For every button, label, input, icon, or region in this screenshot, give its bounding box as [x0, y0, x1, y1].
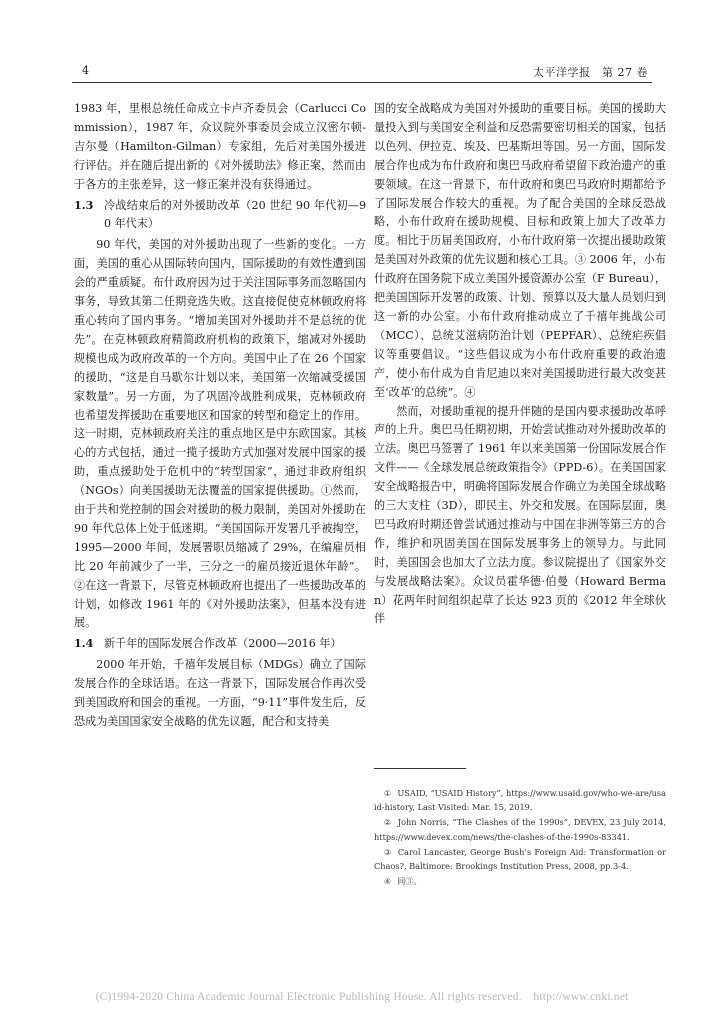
paragraph-intro: 1983 年，里根总统任命成立卡卢齐委员会（Carlucci Commission），1987 年，众议院外事委员会成立汉密尔顿-吉尔曼（Hamilton-Gilman）专家组，先后对美国外援进行评估。并在随后提出新的《对外援助法》修正案，然而由于各方的主张差异，这一修正案并没有获得通过。: [74, 102, 366, 191]
paragraph-1-3: 90 年代，美国的对外援助出现了一些新的变化。一方面，美国的重心从国际转向国内，国际援助的有效性遭到国会的严重质疑。布什政府因为过于关注国际事务而忽略国内事务，导致其第二任期竞选失败。这直接促使克林顿政府将重心转向了国内事务。“增加美国对外援助并不是总统的优先”。在克林顿政府精简政府机构的政策下，缩减对外援助规模也成为政府改革的一个方向。美国中止了在 26 个国家的援助，“这是自马歇尔计划以来，美国第一次缩减受援国家数量”。另一方面，为了巩固冷战胜利成果，克林顿政府也希望发挥援助在重要地区和国家的转型和稳定上的作用。这一时期，克林顿政府关注的重点地区是中东欧国家。其核心的方式包括，通过一揽子援助方式加强对发展中国家的援助，重点援助处于危机中的“转型国家”，通过非政府组织（NGOs）向美国援助无法覆盖的国家提供援助。①然而，由于共和党控制的国会对援助的极力限制，美国对外援助在 90 年代总体上处于低迷期。“美国国际开发署几乎被掏空，1995—2000 年间，发展署职员缩减了 29%，在编雇员相比 20 年前减少了一半，三分之一的雇员接近退休年龄”。②在这一背景下，尽管克林顿政府也提出了一些援助改革的计划，如修改 1961 年的《对外援助法案》，但基本没有进展。: [74, 238, 366, 630]
footnote-text: Carol Lancaster, George Bush’s Foreign Aid: Transformation or Chaos?, Baltimore: Brookings Institution Press, 2008, pp.3-4.: [374, 846, 667, 872]
right-column: [374, 100, 666, 629]
footnote-text: John Norris, “The Clashes of the 1990s”, DEVEX, 23 July 2014, https://www.devex.com/news/the-clashes-of-the-1990s-83341.: [374, 817, 666, 842]
section-number: 1.3: [74, 198, 94, 212]
footnotes: [374, 786, 666, 889]
paragraph-1-4: 2000 年开始，千禧年发展目标（MDGs）确立了国际发展合作的全球话语。在这一背景下，国际发展合作再次受到美国政府和国会的重视。一方面，“9·11”事件发生后，反恐成为美国国家安全战略的优先议题，配合和支持美: [74, 658, 366, 728]
footnote-mark: ②: [383, 817, 392, 828]
footnote-text: 同③。: [397, 876, 422, 887]
footnote-item: [374, 845, 666, 873]
page-number: 4: [82, 64, 89, 77]
running-header: [72, 62, 652, 83]
footnote-mark: ③: [383, 846, 392, 857]
footnote-divider: [374, 768, 466, 769]
footnote-text: USAID, “USAID History”, https://www.usaid.gov/who-we-are/usaid-history, Last Visited: Mar. 15, 2019.: [374, 788, 666, 813]
footnote-mark: ①: [383, 788, 392, 798]
paragraph-continued: 国的安全战略成为美国对外援助的重要目标。美国的援助大量投入到与美国安全利益和反恐需要密切相关的国家，包括以色列、伊拉克、埃及、巴基斯坦等国。另一方面，国际发展合作也成为布什政府和奥巴马政府希望留下政治遗产的重要领域。在这一背景下，布什政府和奥巴马政府时期都给予了国际发展合作较大的重视。为了配合美国的全球反恐战略，小布什政府在援助规模、目标和政策上加大了改革力度。相比于历届美国政府，小布什政府第一次提出援助政策是美国对外政策的优先议题和核心工具。③ 2006 年，小布什政府在国务院下成立美国外援资源办公室（F Bureau），把美国国际开发署的政策、计划、预算以及大量人员划归到这一新的办公室。小布什政府推动成立了千禧年挑战公司（MCC）、总统艾滋病防治计划（PEPFAR）、总统疟疾倡议等重要倡议。“这些倡议成为小布什政府重要的政治遗产，使小布什成为自肯尼迪以来对美国援助进行最大改变甚至‘改革’的总统”。④: [374, 102, 666, 399]
footnote-item: [374, 786, 666, 814]
footnote-item: [374, 874, 666, 888]
section-title: 新千年的国际发展合作改革（2000—2016 年）: [104, 637, 342, 651]
paragraph-obama: 然而，对援助重视的提升伴随的是国内要求援助改革呼声的上升。奥巴马任期初期，开始尝试推动对外援助改革的立法。奥巴马签署了 1961 年以来美国第一份国际发展合作文件——《全球发展总统政策指令》（PPD-6）。在美国国家安全战略报告中，明确将国际发展合作确立为美国全球战略的三大支柱（3D），即民主、外交和发展。在国际层面，奥巴马政府时期还曾尝试通过推动与中国在非洲等第三方的合作，维护和巩固美国在国际发展事务上的领导力。与此同时，美国国会也加大了立法力度。参议院提出了《国家外交与发展战略法案》。众议员霍华德·伯曼（Howard Berman）花两年时间组织起草了长达 923 页的《2012 年全球伙伴: [374, 404, 666, 626]
section-number: 1.4: [74, 637, 94, 651]
left-column: [74, 100, 366, 732]
footnote-item: [374, 815, 666, 843]
section-heading-1-4: [74, 635, 366, 654]
journal-title: 太平洋学报 第 27 卷: [533, 66, 648, 79]
footnote-mark: ④: [383, 876, 392, 887]
section-heading-1-3: [74, 197, 366, 235]
section-title: 冷战结束后的对外援助改革（20 世纪 90 年代初—90 年代末）: [104, 198, 366, 231]
copyright-watermark: (C)1994-2020 China Academic Journal Electronic Publishing House. All rights reserved. http://www.cnki.net: [95, 991, 629, 1003]
